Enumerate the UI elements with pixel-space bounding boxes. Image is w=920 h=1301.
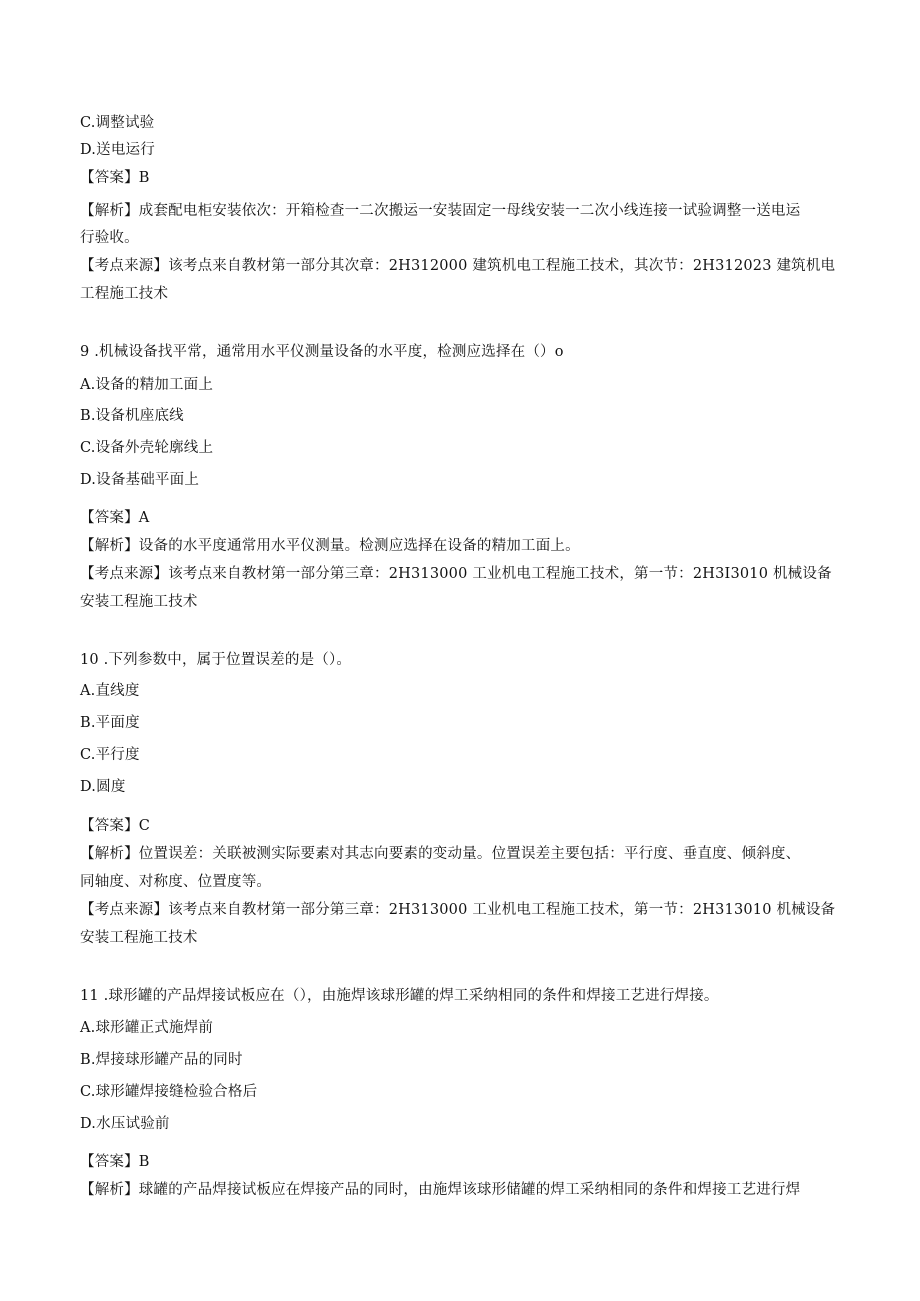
q11-answer: 【答案】B — [80, 1154, 150, 1170]
q11-option-c: C.球形罐焊接缝检验合格后 — [80, 1084, 258, 1100]
q9-option-c: C.设备外壳轮廓线上 — [80, 440, 214, 456]
q9-stem: 9 .机械设备找平常，通常用水平仪测量设备的水平度，检测应选择在（）o — [80, 344, 564, 360]
prev-analysis-line1: 【解析】成套配电柜安装依次：开箱检查一二次搬运一安装固定一母线安装一二次小线连接一试验调整一送电运 — [80, 203, 801, 219]
q9-option-a: A.设备的精加工面上 — [80, 377, 214, 393]
q10-analysis-line1: 【解析】位置误差：关联被测实际要素对其志向要素的变动量。位置误差主要包括：平行度、垂直度、倾斜度、 — [80, 846, 801, 862]
prev-option-c: C.调整试验 — [80, 115, 155, 131]
q11-option-a: A.球形罐正式施焊前 — [80, 1020, 214, 1036]
q9-source-line1: 【考点来源】该考点来自教材第一部分第三章：2H313000 工业机电工程施工技术，第一节：2H3I3010 机械设备 — [80, 566, 832, 582]
prev-source-line1: 【考点来源】该考点来自教材第一部分其次章：2H312000 建筑机电工程施工技术，其次节：2H312023 建筑机电 — [80, 258, 836, 274]
q11-option-d: D.水压试验前 — [80, 1116, 170, 1132]
prev-source-line2: 工程施工技术 — [80, 286, 169, 302]
q9-analysis: 【解析】设备的水平度通常用水平仪测量。检测应选择在设备的精加工面上。 — [80, 538, 580, 554]
q10-option-c: C.平行度 — [80, 747, 140, 763]
q11-analysis-line1: 【解析】球罐的产品焊接试板应在焊接产品的同时，由施焊该球形储罐的焊工采纳相同的条件和焊接工艺进行焊 — [80, 1182, 801, 1198]
q11-option-b: B.焊接球形罐产品的同时 — [80, 1052, 243, 1068]
q10-option-b: B.平面度 — [80, 715, 140, 731]
q9-option-b: B.设备机座底线 — [80, 408, 184, 424]
q10-stem: 10 .下列参数中，属于位置误差的是（）。 — [80, 652, 352, 668]
q10-source-line2: 安装工程施工技术 — [80, 930, 198, 946]
q10-source-line1: 【考点来源】该考点来自教材第一部分第三章：2H313000 工业机电工程施工技术，第一节：2H313010 机械设备 — [80, 902, 836, 918]
q10-option-d: D.圆度 — [80, 779, 126, 795]
prev-option-d: D.送电运行 — [80, 142, 155, 158]
q10-analysis-line2: 同轴度、对称度、位置度等。 — [80, 874, 272, 890]
q9-option-d: D.设备基础平面上 — [80, 472, 200, 488]
q10-option-a: A.直线度 — [80, 683, 140, 699]
q11-stem: 11 .球形罐的产品焊接试板应在（），由施焊该球形罐的焊工采纳相同的条件和焊接工艺进行焊接。 — [80, 988, 719, 1004]
prev-answer: 【答案】B — [80, 170, 150, 186]
prev-analysis-line2: 行验收。 — [80, 230, 139, 246]
q9-answer: 【答案】A — [80, 510, 150, 526]
q9-source-line2: 安装工程施工技术 — [80, 594, 198, 610]
q10-answer: 【答案】C — [80, 818, 151, 834]
